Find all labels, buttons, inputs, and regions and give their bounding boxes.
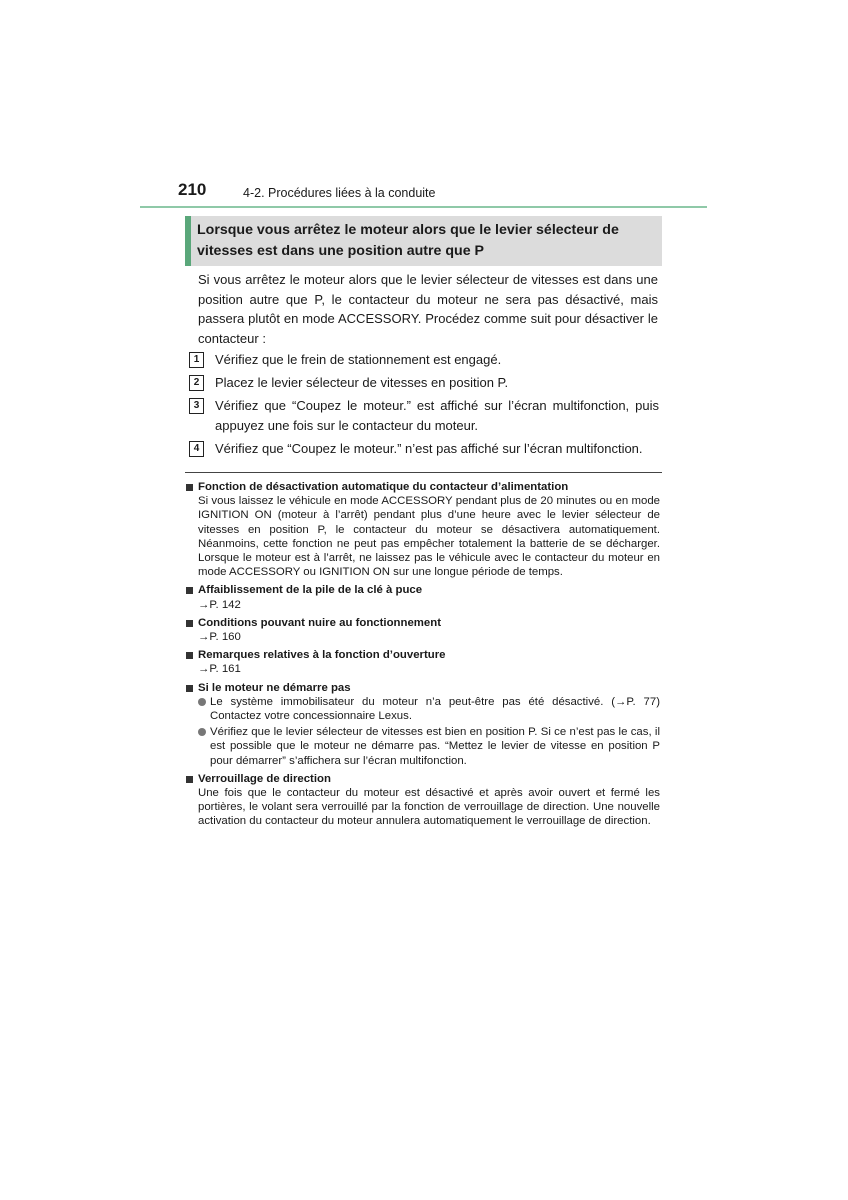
section-title: Lorsque vous arrêtez le moteur alors que le levier sélecteur de vitesses est dans une position autre que P: [185, 216, 662, 266]
square-bullet-icon: [186, 776, 193, 783]
steps-list: [189, 350, 659, 462]
square-bullet-icon: [186, 484, 193, 491]
note-heading: Verrouillage de direction: [198, 772, 331, 785]
step-item: [189, 350, 659, 370]
step-item: [189, 373, 659, 393]
square-bullet-icon: [186, 620, 193, 627]
note-heading: Fonction de désactivation automatique du contacteur d’alimentation: [198, 481, 569, 493]
note-heading: Conditions pouvant nuire au fonctionnement: [198, 616, 441, 629]
notes-divider: [185, 472, 662, 473]
step-text: Placez le levier sélecteur de vitesses en position P.: [215, 375, 509, 390]
page-reference-link[interactable]: →P. 160: [198, 631, 241, 644]
note-heading: Remarques relatives à la fonction d’ouverture: [198, 649, 446, 662]
square-bullet-icon: [186, 685, 193, 692]
step-text: Vérifiez que le frein de stationnement est engagé.: [215, 352, 502, 367]
note-steering-lock: [185, 772, 660, 829]
page-number: 210: [178, 180, 207, 199]
page-reference-link[interactable]: →P. 161: [198, 663, 241, 676]
header-divider: [140, 206, 707, 208]
step-number-box: 2: [189, 375, 204, 391]
list-item: [185, 725, 660, 768]
step-text: Vérifiez que “Coupez le moteur.” est affiché sur l’écran multifonction, puis appuyez une fois sur le contacteur du moteur.: [215, 398, 659, 433]
note-remarks: [185, 648, 660, 676]
section-label: 4-2. Procédures liées à la conduite: [243, 186, 436, 200]
intro-paragraph: Si vous arrêtez le moteur alors que le levier sélecteur de vitesses est dans une position autre que P, le contacteur du moteur ne sera pas désactivé, mais passera plutôt en mode ACCESSORY. Procédez comme suit pour désactiver le contacteur :: [198, 272, 658, 346]
note-heading: Affaiblissement de la pile de la clé à puce: [198, 584, 423, 597]
notes-section: [185, 480, 660, 833]
square-bullet-icon: [186, 652, 193, 659]
note-battery: [185, 583, 660, 611]
page-reference-link[interactable]: →P. 142: [198, 598, 241, 611]
square-bullet-icon: [186, 587, 193, 594]
step-item: [189, 396, 659, 435]
note-body: Si vous laissez le véhicule en mode ACCESSORY pendant plus de 20 minutes ou en mode IGNITION ON (moteur à l’arrêt) pendant plus d’une heure avec le levier sélecteur de vitesses en position P, le contacteur du moteur se désactivera automatiquement. Néanmoins, cette fonction ne peut pas empêcher totalement la batterie de se décharger. Lorsque le moteur est à l’arrêt, ne laissez pas le véhicule avec le contacteur du moteur en mode ACCESSORY ou IGNITION ON sur une longue période de temps.: [198, 495, 660, 579]
step-text: Vérifiez que “Coupez le moteur.” n’est pas affiché sur l’écran multifonction.: [215, 440, 643, 456]
step-item: [189, 439, 659, 459]
list-item: [185, 695, 660, 723]
note-heading: Si le moteur ne démarre pas: [198, 681, 351, 694]
step-number-box: 1: [189, 352, 204, 368]
step-number-box: 3: [189, 398, 204, 414]
note-auto-off: [185, 480, 660, 579]
round-bullet-icon: [198, 698, 206, 706]
note-body: Une fois que le contacteur du moteur est désactivé et après avoir ouvert et fermé les portières, le volant sera verrouillé par la fonction de verrouillage de direction. Une nouvelle activation du contacteur du moteur annulera automatiquement le verrouillage de direction.: [198, 787, 660, 828]
note-no-start: [185, 681, 660, 768]
step-number-box: 4: [189, 441, 204, 457]
round-bullet-icon: [198, 728, 206, 736]
bullet-text: Vérifiez que le levier sélecteur de vitesses est bien en position P. Si ce n’est pas le cas, il est possible que le moteur ne démarre pas. “Mettez le levier de vitesse en position P pour démarrer” s’affichera sur l’écran multifonction.: [210, 726, 660, 767]
note-conditions: [185, 616, 660, 644]
bullet-text: Le système immobilisateur du moteur n’a peut-être pas été désactivé. (→P. 77) Contactez votre concessionnaire Lexus.: [210, 695, 660, 723]
